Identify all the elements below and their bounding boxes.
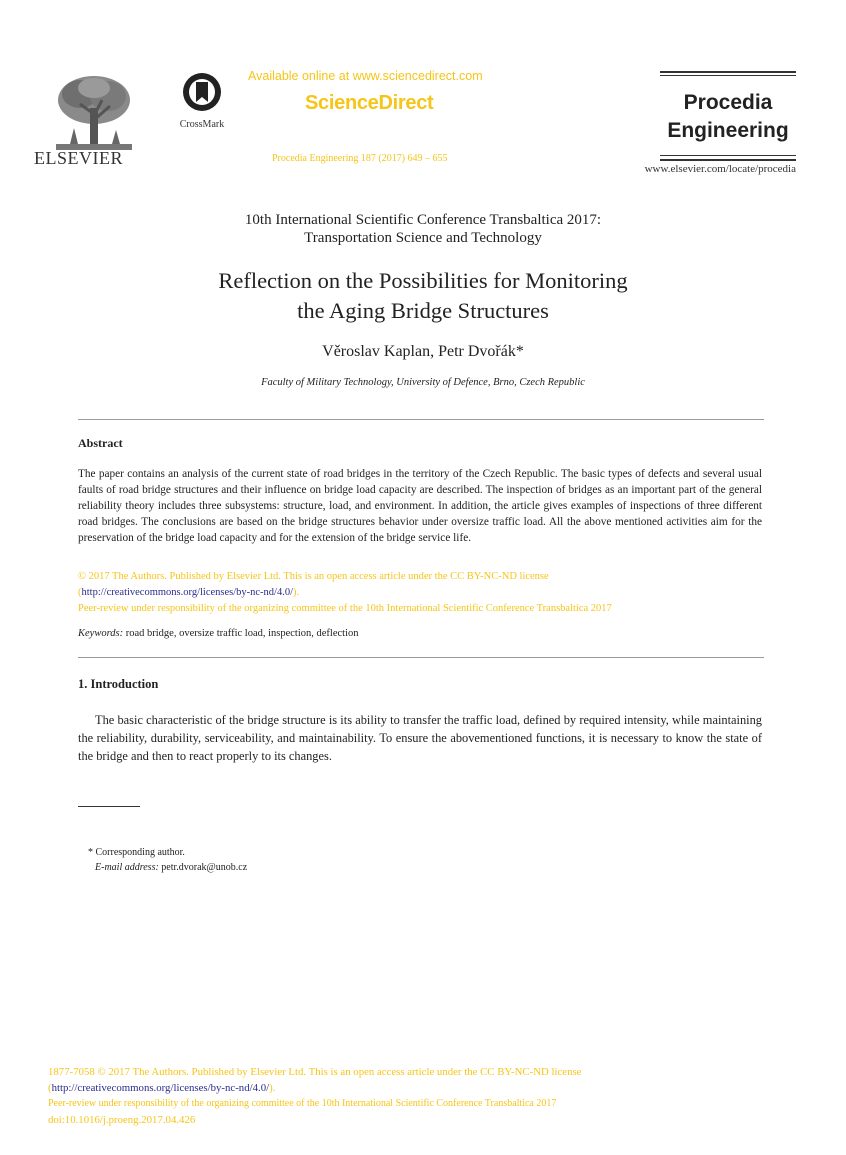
footer-doi[interactable]: doi:10.1016/j.proeng.2017.04.426 <box>48 1114 196 1126</box>
keywords-label: Keywords: <box>78 628 124 639</box>
footer-license-link[interactable]: http://creativecommons.org/licenses/by-nc-nd/4.0/ <box>51 1082 270 1094</box>
introduction-body: The basic characteristic of the bridge structure is its ability to transfer the traffic load, defined by required intensity, while maintaining the reliability, durability, serviceability, and maintainability. To ensure the abovementioned functions, it is necessary to know the state of the bridge and then to react properly to its changes. <box>78 713 762 763</box>
article-title-line1: Reflection on the Possibilities for Monitoring <box>218 268 628 293</box>
footer-close-paren: ). <box>269 1082 276 1094</box>
abstract-license <box>78 569 762 617</box>
footnote-rule <box>78 806 140 807</box>
crossmark-label: CrossMark <box>179 119 225 130</box>
email-address[interactable]: petr.dvorak@unob.cz <box>158 862 248 873</box>
divider-bottom <box>78 657 764 658</box>
publisher-wordmark: ELSEVIER <box>34 148 123 168</box>
conference-name <box>100 211 746 247</box>
crossmark-badge[interactable] <box>170 72 234 130</box>
abstract-body: The paper contains an analysis of the current state of road bridges in the territory of the Czech Republic. The basic types of defects and several usual faults of road bridge structures and their influence on bridge load capacity are described. The inspection of bridges as an important part of the general reliability theory includes three subsystems: structure, load, and environment. In addition, the article gives examples of inspections of three different road bridges. The conclusions are based on the bridge structures behavior under oversize traffic load. All the above mentioned activities aim for the preservation of the bridge load capacity and for the extension of the bridge service life. <box>78 468 762 544</box>
crossmark-icon <box>182 72 222 112</box>
footnote <box>88 845 247 875</box>
available-online-text[interactable]: Available online at www.sciencedirect.com <box>248 69 483 83</box>
license-link[interactable]: http://creativecommons.org/licenses/by-nc-nd/4.0/ <box>81 587 294 598</box>
footer-issn-license: 1877-7058 © 2017 The Authors. Published by Elsevier Ltd. This is an open access article under the CC BY-NC-ND license <box>48 1066 582 1078</box>
journal-title <box>660 89 796 145</box>
divider-top <box>78 419 764 420</box>
conference-line1: 10th International Scientific Conference Transbaltica 2017: <box>244 212 602 228</box>
journal-title-box <box>660 71 796 163</box>
authors: Věroslav Kaplan, Petr Dvořák* <box>322 343 524 360</box>
keywords-text: road bridge, oversize traffic load, inspection, deflection <box>123 628 359 639</box>
license-close-paren: ). <box>293 587 300 598</box>
footer-open-paren: ( <box>48 1082 52 1094</box>
affiliation: Faculty of Military Technology, University of Defence, Brno, Czech Republic <box>261 377 585 388</box>
corresponding-author: * Corresponding author. <box>88 847 185 858</box>
keywords <box>78 628 762 639</box>
journal-title-line2: Engineering <box>667 119 789 142</box>
footer-peer-review: Peer-review under responsibility of the organizing committee of the 10th International Scientific Conference Transbaltica 2017 <box>48 1098 557 1109</box>
sciencedirect-logo[interactable]: ScienceDirect <box>305 92 434 114</box>
email-label: E-mail address: <box>95 862 159 873</box>
license-statement: © 2017 The Authors. Published by Elsevier Ltd. This is an open access article under the CC BY-NC-ND license <box>78 571 549 582</box>
section-heading-introduction: 1. Introduction <box>78 677 159 691</box>
journal-title-line1: Procedia <box>683 91 773 114</box>
peer-review-statement: Peer-review under responsibility of the organizing committee of the 10th International Scientific Conference Transbaltica 2017 <box>78 603 612 614</box>
elsevier-tree-logo <box>52 70 136 154</box>
journal-url[interactable]: www.elsevier.com/locate/procedia <box>644 163 796 175</box>
article-title-line2: the Aging Bridge Structures <box>297 298 549 323</box>
conference-line2: Transportation Science and Technology <box>304 230 542 246</box>
journal-citation: Procedia Engineering 187 (2017) 649 – 655 <box>272 153 448 164</box>
license-open-paren: ( <box>78 587 82 598</box>
abstract-heading: Abstract <box>78 436 123 450</box>
article-title <box>100 266 746 326</box>
footer <box>48 1064 768 1128</box>
